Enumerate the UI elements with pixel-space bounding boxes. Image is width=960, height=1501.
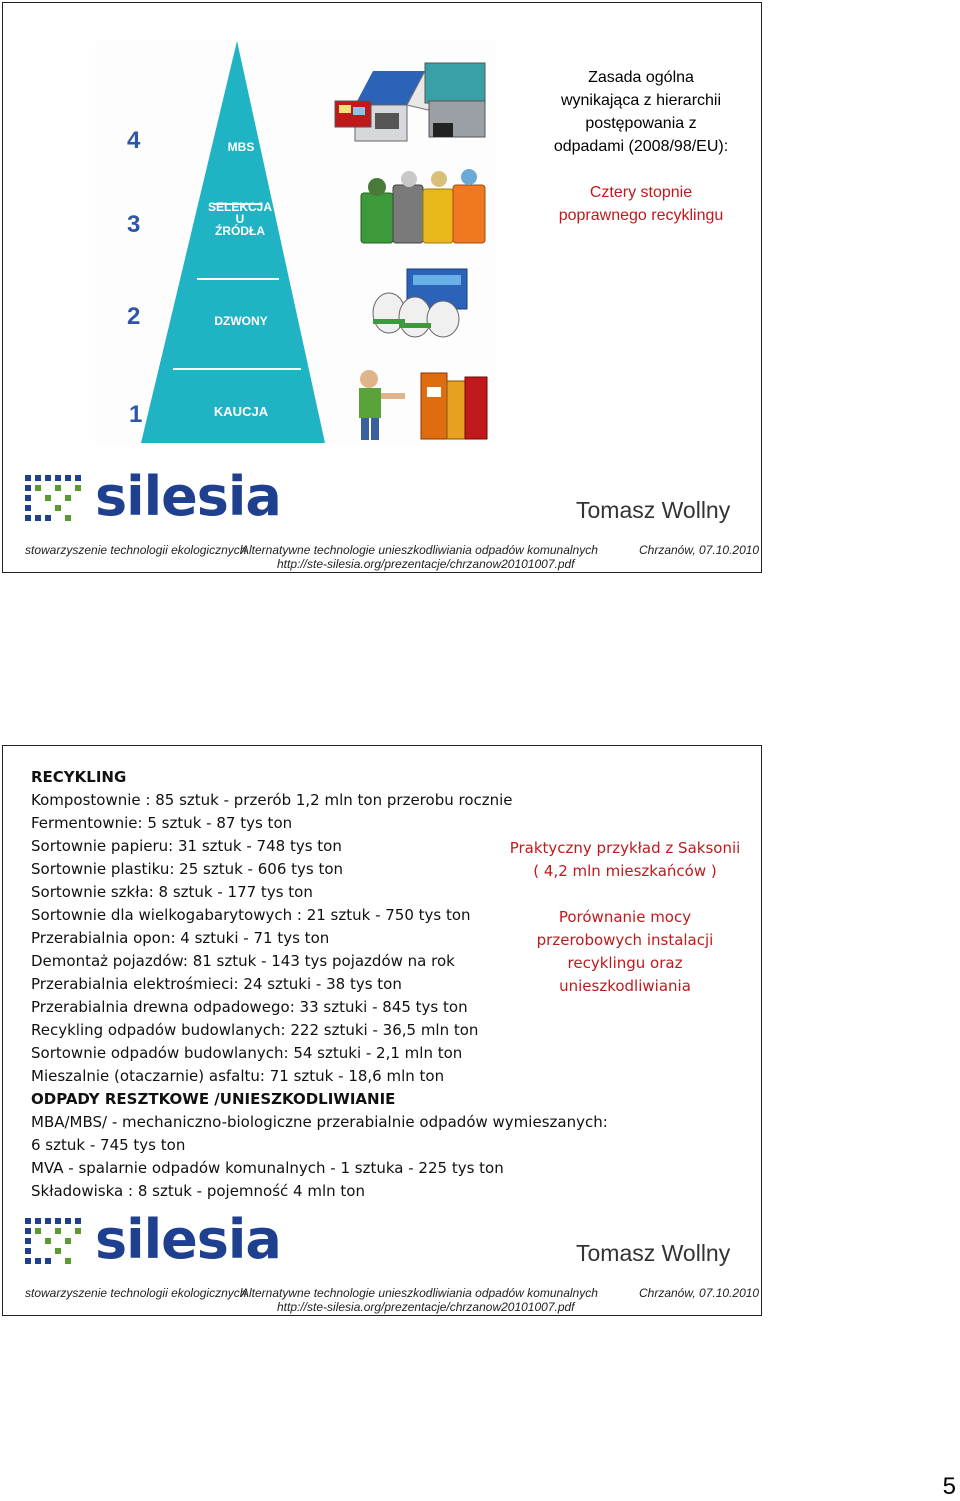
- heading-line: odpadami (2008/98/EU):: [553, 138, 729, 155]
- comparison-line: recyklingu oraz: [567, 954, 683, 972]
- page-number: 5: [942, 1473, 956, 1500]
- level-number-2: 2: [127, 303, 141, 330]
- facility-line: Kompostownie : 85 sztuk - przerób 1,2 mln ton przerobu rocznie: [31, 791, 513, 809]
- facility-line: Fermentownie: 5 sztuk - 87 tys ton: [31, 814, 293, 832]
- org-name: stowarzyszenie technologii ekologicznych: [25, 1286, 247, 1300]
- facility-line: MBA/MBS/ - mechaniczno-biologiczne przerabialnie odpadów wymieszanych:: [31, 1113, 608, 1131]
- facility-line: Sortownie plastiku: 25 sztuk - 606 tys ton: [31, 860, 344, 878]
- level-label-3: SELEKCJA U ŹRÓDŁA: [207, 200, 272, 238]
- capacity-comparison-note: [503, 906, 747, 998]
- org-name: stowarzyszenie technologii ekologicznych: [25, 543, 247, 557]
- level-number-1: 1: [129, 401, 143, 428]
- heading-line: Zasada ogólna: [588, 69, 694, 86]
- hierarchy-subtitle: [503, 181, 779, 227]
- facility-line: Mieszalnie (otaczarnie) asfaltu: 71 sztuk - 18,6 mln ton: [31, 1067, 445, 1085]
- deposit-machine-illustration: [349, 363, 489, 443]
- slide-footer: [3, 445, 761, 573]
- saxony-example-title: [503, 837, 747, 883]
- facility-line: Sortownie papieru: 31 sztuk - 748 tys ton: [31, 837, 342, 855]
- sorting-plant-illustration: [333, 43, 493, 148]
- level-label-2: DZWONY: [214, 314, 268, 328]
- talk-title: Alternatywne technologie unieszkodliwiania odpadów komunalnych: [241, 543, 598, 557]
- hierarchy-heading: [503, 66, 779, 158]
- slide-footer: [3, 1188, 761, 1316]
- slide-hierarchy: [2, 2, 762, 573]
- slide-saxony-example: [2, 745, 762, 1316]
- facility-line: Sortownie odpadów budowlanych: 54 sztuki - 2,1 mln ton: [31, 1044, 463, 1062]
- facility-line: Sortownie dla wielkogabarytowych : 21 sztuk - 750 tys ton: [31, 906, 471, 924]
- logo-wordmark: silesia: [95, 1208, 281, 1271]
- section-heading: RECYKLING: [31, 768, 127, 786]
- level-label-1: KAUCJA: [213, 404, 269, 419]
- facility-line: Składowiska : 8 sztuk - pojemność 4 mln ton: [31, 1182, 365, 1200]
- comparison-line: Porównanie mocy: [558, 908, 692, 926]
- facility-line: Przerabialnia drewna odpadowego: 33 sztuki - 845 tys ton: [31, 998, 468, 1016]
- author-name: Tomasz Wollny: [576, 1240, 731, 1266]
- example-line: ( 4,2 mln mieszkańców ): [533, 862, 717, 880]
- section-heading: ODPADY RESZTKOWE /UNIESZKODLIWIANIE: [31, 1090, 396, 1108]
- author-name: Tomasz Wollny: [576, 497, 731, 523]
- heading-line: postępowania z: [585, 115, 697, 132]
- example-line: Praktyczny przykład z Saksonii: [509, 839, 741, 857]
- comparison-line: przerobowych instalacji: [536, 931, 714, 949]
- talk-title: Alternatywne technologie unieszkodliwiania odpadów komunalnych: [241, 1286, 598, 1300]
- subtitle-line: Cztery stopnie: [589, 184, 693, 201]
- subtitle-line: poprawnego recyklingu: [558, 207, 724, 224]
- facility-line: Przerabialnia elektrośmieci: 24 sztuki - 38 tys ton: [31, 975, 402, 993]
- heading-line: wynikająca z hierarchii: [560, 92, 722, 109]
- level-label-4: MBS: [227, 140, 255, 154]
- facility-line: Recykling odpadów budowlanych: 222 sztuki - 36,5 mln ton: [31, 1021, 479, 1039]
- place-date: Chrzanów, 07.10.2010: [639, 1286, 760, 1300]
- level-number-3: 3: [127, 211, 141, 238]
- place-date: Chrzanów, 07.10.2010: [639, 543, 760, 557]
- facility-line: Sortownie szkła: 8 sztuk - 177 tys ton: [31, 883, 313, 901]
- facility-line: MVA - spalarnie odpadów komunalnych - 1 sztuka - 225 tys ton: [31, 1159, 504, 1177]
- facility-line: Przerabialnia opon: 4 sztuki - 71 tys ton: [31, 929, 330, 947]
- facility-line: 6 sztuk - 745 tys ton: [31, 1136, 186, 1154]
- waste-bins-illustration: [357, 163, 489, 247]
- logo-wordmark: silesia: [95, 465, 281, 528]
- level-number-4: 4: [127, 127, 141, 154]
- presentation-url[interactable]: http://ste-silesia.org/prezentacje/chrzanow20101007.pdf: [277, 557, 575, 571]
- silesia-dot-logo: [25, 475, 89, 527]
- facility-line: Demontaż pojazdów: 81 sztuk - 143 tys pojazdów na rok: [31, 952, 455, 970]
- silesia-dot-logo: [25, 1218, 89, 1270]
- comparison-line: unieszkodliwiania: [559, 977, 691, 995]
- presentation-url[interactable]: http://ste-silesia.org/prezentacje/chrzanow20101007.pdf: [277, 1300, 575, 1314]
- pyramid-graphic: [133, 39, 333, 445]
- glass-bells-illustration: [369, 261, 473, 341]
